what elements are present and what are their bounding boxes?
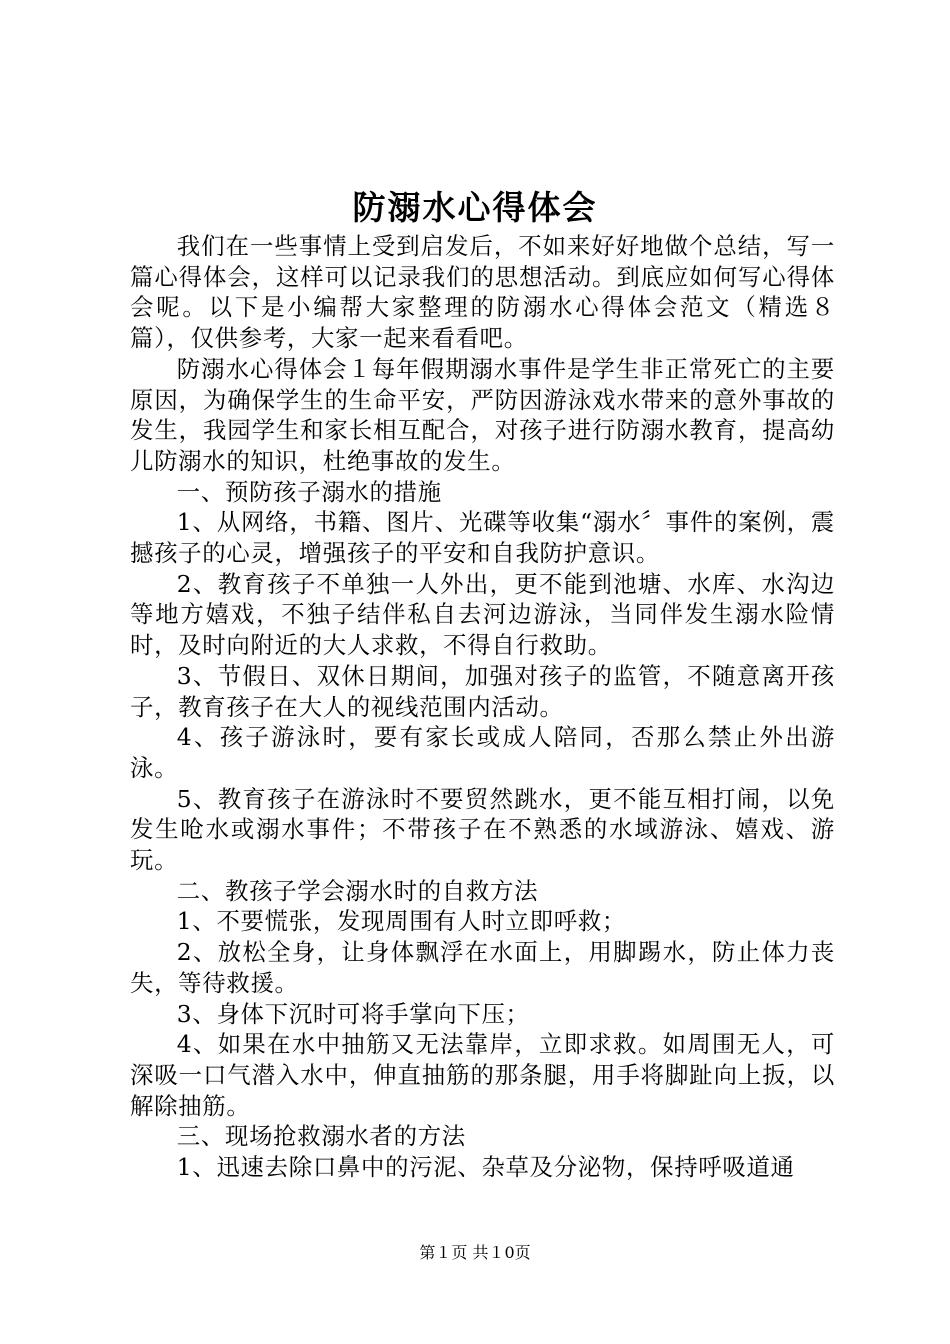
document-body [130, 231, 835, 1183]
paragraph-prevention-3: 3、节假日、双休日期间，加强对孩子的监管，不随意离开孩子，教育孩子在大人的视线范围内活动。 [130, 661, 835, 721]
paragraph-prevention-1: 1、从网络，书籍、图片、光碟等收集“溺水〞事件的案例，震撼孩子的心灵，增强孩子的平安和自我防护意识。 [130, 508, 835, 568]
page-number-footer: 第１页 共１0页 [419, 1243, 531, 1262]
paragraph-self-rescue-2: 2、放松全身，让身体飘浮在水面上，用脚踢水，防止体力丧失，等待救援。 [130, 938, 835, 997]
paragraph-intro: 我们在一些事情上受到启发后，不如来好好地做个总结，写一篇心得体会，这样可以记录我们的思想活动。到底应如何写心得体会呢。以下是小编帮大家整理的防溺水心得体会范文（精选８篇），仅供参考，大家一起来看看吧。 [130, 232, 835, 353]
paragraph-essay-1-opening: 防溺水心得体会１每年假期溺水事件是学生非正常死亡的主要原因，为确保学生的生命平安，严防因游泳戏水带来的意外事故的发生，我园学生和家长相互配合，对孩子进行防溺水教育，提高幼儿防溺水的知识，杜绝事故的发生。 [130, 354, 835, 475]
paragraph-self-rescue-1: 1、不要慌张，发现周围有人时立即呼救； [176, 907, 627, 936]
paragraph-self-rescue-3: 3、身体下沉时可将手掌向下压； [176, 999, 530, 1028]
section-heading-on-site-rescue: 三、现场抢救溺水者的方法 [176, 1122, 466, 1151]
paragraph-self-rescue-4: 4、如果在水中抽筋又无法靠岸，立即求救。如周围无人，可深吸一口气潜入水中，伸直抽筋的那条腿，用手将脚趾向上扳，以解除抽筋。 [130, 1030, 835, 1120]
paragraph-prevention-5: 5、教育孩子在游泳时不要贸然跳水，更不能互相打闹，以免发生呛水或溺水事件；不带孩子在不熟悉的水域游泳、嬉戏、游玩。 [130, 784, 835, 875]
paragraph-on-site-rescue-1: 1、迅速去除口鼻中的污泥、杂草及分泌物，保持呼吸道通 [176, 1153, 795, 1182]
section-heading-self-rescue: 二、教孩子学会溺水时的自救方法 [176, 876, 539, 905]
section-heading-prevention: 一、预防孩子溺水的措施 [176, 477, 442, 506]
document-title: 防溺水心得体会 [352, 188, 598, 227]
paragraph-prevention-2: 2、教育孩子不单独一人外出，更不能到池塘、水库、水沟边等地方嬉戏，不独子结伴私自去河边游泳，当同伴发生溺水险情时，及时向附近的大人求救，不得自行救助。 [130, 569, 835, 660]
paragraph-prevention-4: 4、孩子游泳时，要有家长或成人陪同，否那么禁止外出游泳。 [130, 723, 835, 782]
